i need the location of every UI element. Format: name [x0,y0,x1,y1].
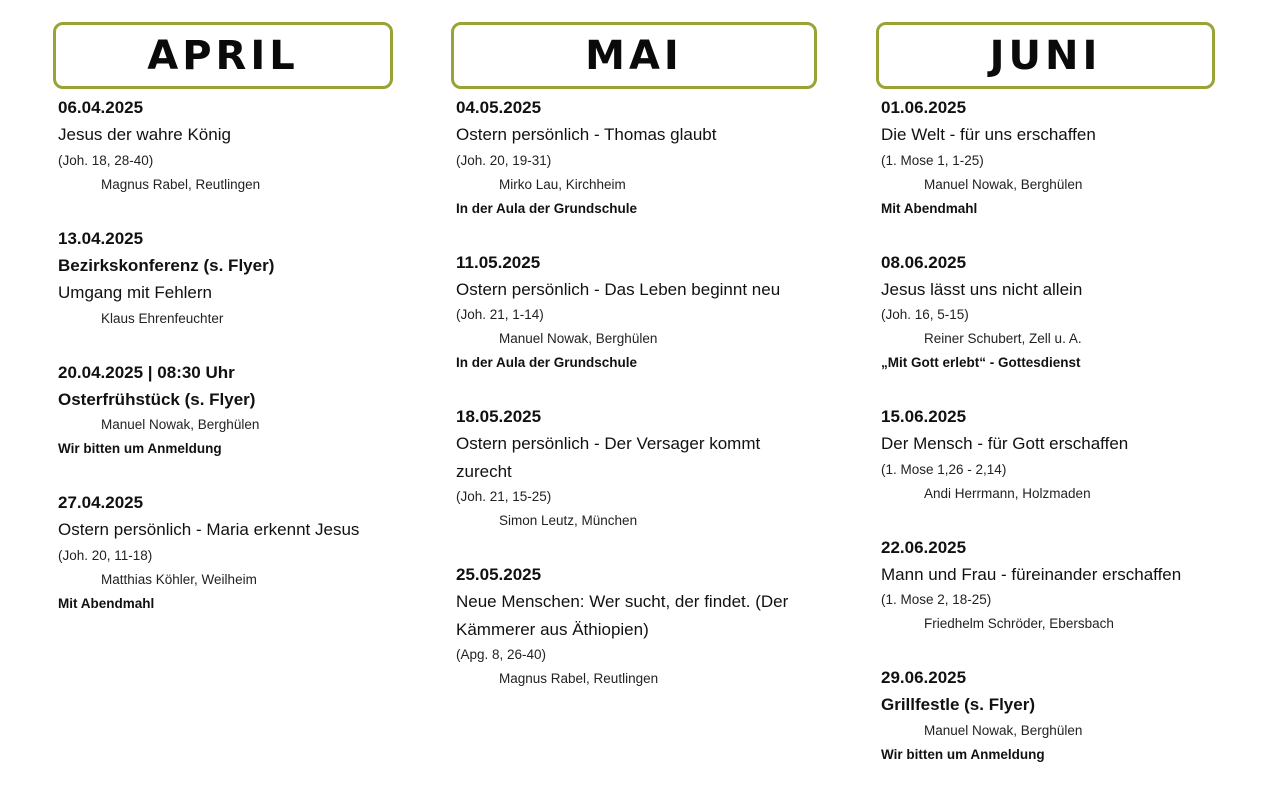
service-entry [881,664,1215,767]
month-header: JUNI [876,22,1215,89]
bible-reference: (1. Mose 2, 18-25) [881,592,992,607]
preacher: Mirko Lau, Kirchheim [499,176,626,192]
service-event: Bezirkskonferenz (s. Flyer) [58,255,275,275]
preacher: Matthias Köhler, Weilheim [101,571,257,587]
service-entry [456,249,817,376]
bible-reference: (Apg. 8, 26-40) [456,647,547,662]
service-title: Die Welt - für uns erschaffen [881,125,1096,144]
service-entry [881,249,1215,376]
service-note: Mit Abendmahl [58,595,155,611]
service-title: Der Mensch - für Gott erschaffen [881,434,1129,453]
service-entry [58,225,393,331]
service-date: 15.06.2025 [881,407,967,426]
service-entry [881,403,1215,506]
service-title: Umgang mit Fehlern [58,283,213,302]
service-entry [456,94,817,221]
bible-reference: (1. Mose 1,26 - 2,14) [881,461,1007,477]
service-title: Ostern persönlich - Maria erkennt Jesus [58,520,360,539]
service-date: 25.05.2025 [456,565,542,584]
month-column-april [53,22,393,644]
preacher: Friedhelm Schröder, Ebersbach [924,616,1114,631]
service-date: 08.06.2025 [881,252,967,272]
bible-reference: (Joh. 18, 28-40) [58,152,154,168]
entry-list [876,94,1215,767]
service-date: 27.04.2025 [58,493,144,512]
preacher: Manuel Nowak, Berghülen [924,722,1083,738]
preacher: Magnus Rabel, Reutlingen [499,671,659,686]
service-date: 20.04.2025 | 08:30 Uhr [58,362,235,382]
preacher: Manuel Nowak, Berghülen [499,331,658,346]
service-title: Ostern persönlich - Das Leben beginnt neu [456,279,781,299]
service-note: In der Aula der Grundschule [456,200,638,216]
preacher: Manuel Nowak, Berghülen [924,176,1083,192]
preacher: Magnus Rabel, Reutlingen [101,176,261,192]
service-event: Osterfrühstück (s. Flyer) [58,389,256,409]
service-entry [456,561,817,691]
service-entry [881,94,1215,221]
entry-list [451,94,817,691]
service-date: 18.05.2025 [456,407,542,426]
month-column-juni [876,22,1215,795]
month-header: MAI [451,22,817,89]
bible-reference: (Joh. 20, 19-31) [456,152,552,168]
service-entry [58,489,393,616]
service-note: „Mit Gott erlebt“ - Gottesdienst [881,355,1081,370]
preacher: Reiner Schubert, Zell u. A. [924,331,1082,346]
service-date: 06.04.2025 [58,98,144,117]
bible-reference: (Joh. 16, 5-15) [881,307,969,322]
service-title: Mann und Frau - füreinander erschaffen [881,564,1182,584]
service-entry [58,94,393,197]
preacher: Manuel Nowak, Berghülen [101,417,260,432]
service-entry [881,534,1215,637]
preacher: Andi Herrmann, Holzmaden [924,485,1091,501]
service-note: Wir bitten um Anmeldung [58,441,222,456]
service-entry [456,403,817,533]
preacher: Klaus Ehrenfeuchter [101,310,224,326]
month-header: APRIL [53,22,393,89]
service-title: Ostern persönlich - Der Versager kommt zurecht [456,434,761,481]
bible-reference: (Joh. 21, 1-14) [456,307,544,322]
entry-list [53,94,393,616]
service-date: 11.05.2025 [456,252,541,272]
service-title: Jesus der wahre König [58,125,231,144]
service-date: 22.06.2025 [881,537,967,557]
service-title: Ostern persönlich - Thomas glaubt [456,125,717,144]
bible-reference: (Joh. 21, 15-25) [456,489,552,504]
service-entry [58,359,393,462]
service-event: Grillfestle (s. Flyer) [881,695,1035,714]
service-date: 13.04.2025 [58,228,144,248]
service-date: 29.06.2025 [881,668,967,687]
bible-reference: (1. Mose 1, 1-25) [881,152,984,168]
service-note: Mit Abendmahl [881,200,978,216]
preacher: Simon Leutz, München [499,513,638,528]
service-note: Wir bitten um Anmeldung [881,746,1045,762]
service-title: Jesus lässt uns nicht allein [881,279,1083,299]
month-column-mai [451,22,817,719]
service-title: Neue Menschen: Wer sucht, der findet. (Der Kämmerer aus Äthiopien) [456,592,789,639]
service-date: 01.06.2025 [881,98,967,117]
service-date: 04.05.2025 [456,98,542,117]
bible-reference: (Joh. 20, 11-18) [58,547,153,563]
service-note: In der Aula der Grundschule [456,355,638,370]
